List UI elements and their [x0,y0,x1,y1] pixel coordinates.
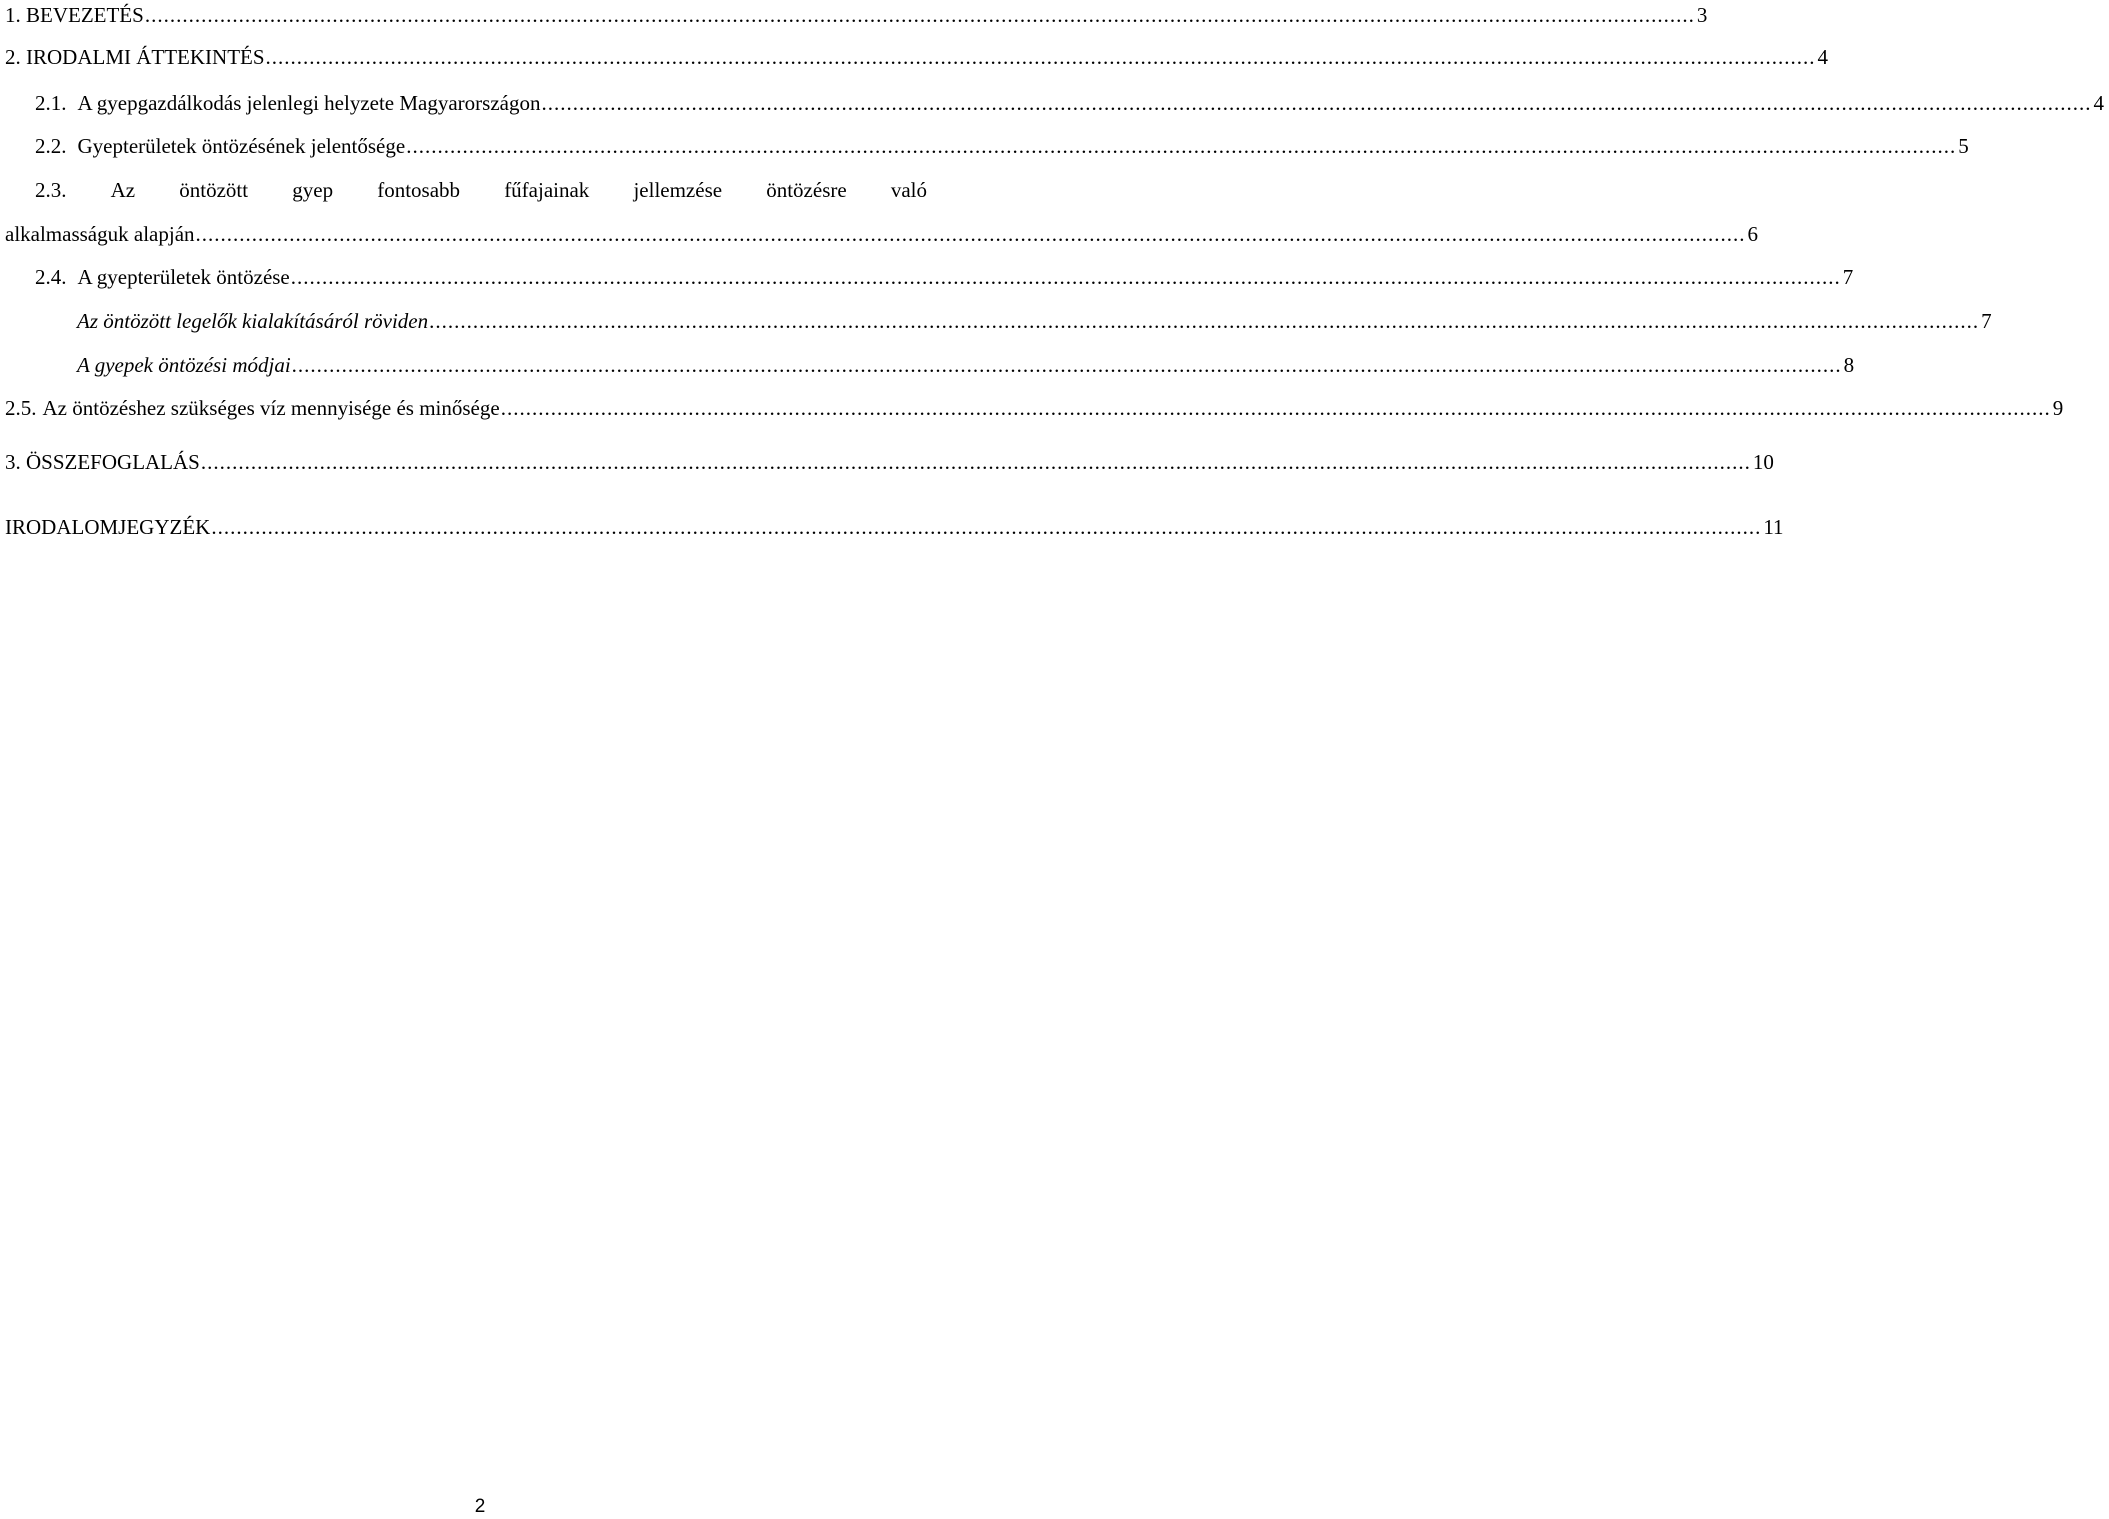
dot-leader [196,219,1746,249]
dot-leader [211,512,1761,542]
toc-entry-word: öntözött [179,178,249,202]
toc-entry-page: 6 [1747,222,1759,246]
toc-entry-bevezetes[interactable] [5,0,1708,30]
toc-entry-page: 5 [1958,134,1969,158]
toc-entry-page: 4 [1817,45,1829,69]
toc-entry-title: 2. IRODALMI ÁTTEKINTÉS [5,45,265,69]
page-number: 2 [474,1496,486,1517]
toc-entry-word: gyep [292,178,334,202]
toc-entry-word: fűfajainak [504,178,590,202]
toc-entry-word: való [890,178,927,202]
toc-entry-page: 3 [1696,3,1708,27]
toc-entry-word: jellemzése [633,178,723,202]
toc-entry-title: A gyepterületek öntözése [77,265,290,289]
toc-entry-title: 1. BEVEZETÉS [5,3,144,27]
toc-entry-number: 2.4. [35,265,67,289]
toc-entry-word: Az [110,178,136,202]
dot-leader [291,262,1841,292]
dot-leader [292,350,1842,380]
toc-entry-2-3-continuation[interactable] [5,219,1759,249]
toc-entry-2-3[interactable] [35,175,927,205]
toc-entry-number: 2.5. [5,396,37,420]
toc-entry-2-1[interactable] [35,88,2104,118]
toc-entry-title: Gyepterületek öntözésének jelentősége [77,134,406,158]
toc-entry-number: 2.1. [35,91,67,115]
toc-entry-page: 7 [1842,265,1854,289]
dot-leader [145,0,1695,30]
toc-entry-title: A gyepek öntözési módjai [77,353,291,377]
toc-entry-number: 2.2. [35,134,67,158]
toc-entry-title: IRODALOMJEGYZÉK [5,515,211,539]
toc-entry-page: 9 [2052,396,2064,420]
dot-leader [541,88,2091,118]
toc-entry-title: 3. ÖSSZEFOGLALÁS [5,450,200,474]
toc-entry-title: alkalmasságuk alapján [5,222,195,246]
toc-entry-page: 4 [2093,91,2104,115]
dot-leader [501,393,2051,423]
toc-entry-title: Az öntözött legelők kialakításáról röviden [77,309,429,333]
toc-entry-number: 2.3. [35,178,67,202]
toc-entry-ontozesi-modjai[interactable] [77,350,1855,380]
toc-entry-page: 8 [1843,353,1855,377]
toc-entry-osszefoglalas[interactable] [5,447,1774,477]
toc-entry-page: 10 [1752,450,1774,474]
toc-entry-2-2[interactable] [35,131,1969,161]
toc-entry-word: öntözésre [766,178,847,202]
toc-entry-page: 11 [1763,515,1784,539]
toc-entry-title: Az öntözéshez szükséges víz mennyisége és minősége [42,396,500,420]
dot-leader [266,42,1816,72]
dot-leader [406,131,1956,161]
dot-leader [429,306,1979,336]
toc-entry-2-4[interactable] [35,262,1854,292]
toc-entry-2-5[interactable] [5,393,2064,423]
toc-entry-word: fontosabb [377,178,461,202]
dot-leader [201,447,1751,477]
toc-entry-irodalomjegyzek[interactable] [5,512,1784,542]
toc-entry-page: 7 [1981,309,1992,333]
toc-entry-irodalmi-attekintes[interactable] [5,42,1829,72]
toc-entry-title: A gyepgazdálkodás jelenlegi helyzete Magyarországon [77,91,541,115]
toc-entry-legelok[interactable] [77,306,1992,336]
